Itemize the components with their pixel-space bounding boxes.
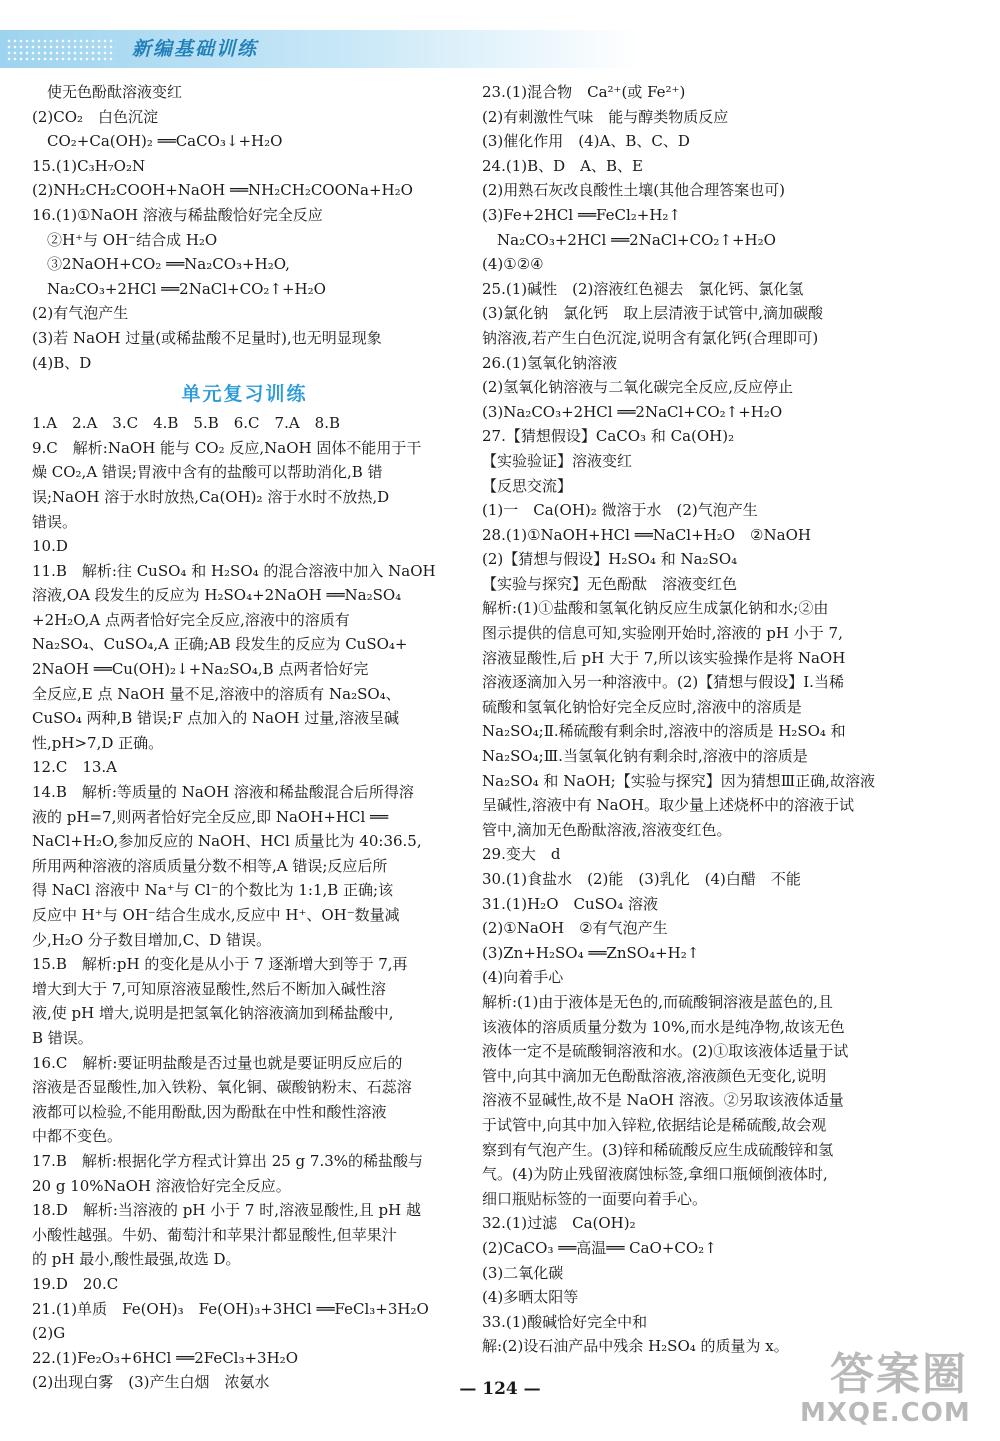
answer-line: 性,pH>7,D 正确。 (32, 733, 164, 752)
answer-line: 1.A 2.A 3.C 4.B 5.B 6.C 7.A 8.B (32, 414, 341, 433)
answer-line: (2)有气泡产生 (32, 304, 129, 323)
answer-line: 10.D (32, 537, 68, 556)
answer-line: 23.(1)混合物 Ca²⁺(或 Fe²⁺) (482, 83, 686, 101)
answer-line: 【实验验证】溶液变红 (482, 451, 633, 470)
answer-line: 液的 pH=7,则两者恰好完全反应,即 NaOH+HCl ══ (32, 807, 389, 826)
answer-line: 16.C 解析:要证明盐酸是否过量也就是要证明反应后的 (32, 1053, 403, 1072)
answer-line: (2)出现白雾 (3)产生白烟 浓氨水 (32, 1373, 270, 1392)
answer-line: 误;NaOH 溶于水时放热,Ca(OH)₂ 溶于水时不放热,D (32, 487, 390, 506)
answer-line: 反应中 H⁺与 OH⁻结合生成水,反应中 H⁺、OH⁻数量减 (32, 906, 400, 924)
answer-line: 19.D 20.C (32, 1274, 119, 1293)
answer-line: 【实验与探究】无色酚酞 溶液变红色 (482, 574, 738, 593)
answer-line: 27.【猜想假设】CaCO₃ 和 Ca(OH)₂ (482, 427, 735, 446)
answer-line: ②H⁺与 OH⁻结合成 H₂O (32, 230, 218, 249)
answer-line: 于试管中,向其中加入锌粒,依据结论是稀硫酸,故会观 (482, 1115, 827, 1134)
answer-line: (3)若 NaOH 过量(或稀盐酸不足量时),也无明显现象 (32, 328, 382, 347)
answer-line: Na₂SO₄;Ⅲ.当氢氧化钠有剩余时,溶液中的溶质是 (482, 747, 808, 766)
header-title: 新编基础训练 (132, 38, 259, 60)
answer-line: 钠溶液,若产生白色沉淀,说明含有氯化钙(合理即可) (482, 328, 819, 347)
answer-line: 21.(1)单质 Fe(OH)₃ Fe(OH)₃+3HCl ══FeCl₃+3H₂O (32, 1299, 429, 1318)
answer-line: CuSO₄ 两种,B 错误;F 点加入的 NaOH 过量,溶液呈碱 (32, 709, 400, 728)
answer-line: 15.(1)C₃H₇O₂N (32, 156, 146, 175)
answer-line: +2H₂O,A 点两者恰好完全反应,溶液中的溶质有 (32, 610, 350, 629)
answer-line: 28.(1)①NaOH+HCl ══NaCl+H₂O ②NaOH (482, 525, 811, 544)
answer-line: (2)NH₂CH₂COOH+NaOH ══NH₂CH₂COONa+H₂O (32, 181, 413, 200)
answer-line: 溶液,OA 段发生的反应为 H₂SO₄+2NaOH ══Na₂SO₄ (32, 586, 402, 605)
answer-line: 溶液逐滴加入另一种溶液中。(2)【猜想与假设】Ⅰ.当稀 (482, 673, 844, 692)
answer-line: (2)G (32, 1324, 66, 1343)
answer-line: 33.(1)酸碱恰好完全中和 (482, 1312, 648, 1331)
answer-line: 呈碱性,溶液中有 NaOH。取少量上述烧杯中的溶液于试 (482, 796, 854, 815)
answer-line: 【反思交流】 (482, 476, 573, 495)
answer-line: 14.B 解析:等质量的 NaOH 溶液和稀盐酸混合后所得溶 (32, 783, 414, 802)
answer-line: (2)CO₂ 白色沉淀 (32, 107, 159, 126)
watermark-logo (790, 1338, 990, 1433)
answer-line: (4)①②④ (482, 255, 544, 274)
answer-line: (4)B、D (32, 353, 92, 372)
answer-line: 使无色酚酞溶液变红 (32, 83, 183, 101)
answer-line: 32.(1)过滤 Ca(OH)₂ (482, 1214, 636, 1233)
answer-line: 30.(1)食盐水 (2)能 (3)乳化 (4)白醋 不能 (482, 870, 801, 888)
answer-line: 所用两种溶液的溶质质量分数不相等,A 错误;反应后所 (32, 856, 388, 875)
answer-line: (2)①NaOH ②有气泡产生 (482, 919, 668, 938)
answer-line: Na₂CO₃+2HCl ══2NaCl+CO₂↑+H₂O (32, 279, 326, 298)
answer-line: 硫酸和氢氧化钠恰好完全反应时,溶液中的溶质是 (482, 697, 802, 716)
answer-line: 管中,滴加无色酚酞溶液,溶液变红色。 (482, 820, 732, 839)
answer-line: 图示提供的信息可知,实验刚开始时,溶液的 pH 小于 7, (482, 624, 843, 643)
page-number: — 124 — (459, 1379, 541, 1399)
answer-line: 9.C 解析:NaOH 能与 CO₂ 反应,NaOH 固体不能用于干 (32, 438, 422, 457)
header-dot-pattern (6, 38, 116, 62)
answer-line: (3)催化作用 (4)A、B、C、D (482, 132, 690, 151)
answer-line: B 错误。 (32, 1028, 93, 1047)
left-column (32, 80, 457, 1395)
answer-line: 得 NaCl 溶液中 Na⁺与 Cl⁻的个数比为 1:1,B 正确;该 (32, 881, 394, 900)
answer-line: (3)氯化钠 氯化钙 取上层清液于试管中,滴加碳酸 (482, 304, 824, 323)
watermark-top-text: 答案圈 (830, 1349, 968, 1400)
answer-line: Na₂SO₄、CuSO₄,A 正确;AB 段发生的反应为 CuSO₄+ (32, 635, 408, 654)
answer-line: 22.(1)Fe₂O₃+6HCl ══2FeCl₃+3H₂O (32, 1348, 298, 1367)
answer-line: Na₂SO₄;Ⅱ.稀硫酸有剩余时,溶液中的溶质是 H₂SO₄ 和 (482, 722, 846, 741)
answer-line: 15.B 解析:pH 的变化是从小于 7 逐渐增大到等于 7,再 (32, 955, 408, 974)
answer-line: 的 pH 最小,酸性最强,故选 D。 (32, 1250, 241, 1269)
answer-line: NaCl+H₂O,参加反应的 NaOH、HCl 质量比为 40:36.5, (32, 832, 422, 851)
answer-line: (4)多晒太阳等 (482, 1288, 579, 1307)
answer-line: 解析:(1)由于液体是无色的,而硫酸铜溶液是蓝色的,且 (482, 992, 833, 1011)
page-header (0, 0, 1000, 80)
answer-line: (3)Fe+2HCl ══FeCl₂+H₂↑ (482, 205, 681, 224)
answer-line: 细口瓶贴标签的一面要向着手心。 (482, 1189, 708, 1208)
watermark-bottom-text: MXQE.COM (800, 1398, 971, 1428)
answer-line: 液,使 pH 增大,说明是把氢氧化钠溶液滴加到稀盐酸中, (32, 1004, 394, 1023)
answer-line: (1)一 Ca(OH)₂ 微溶于水 (2)气泡产生 (482, 501, 758, 520)
answer-line: Na₂SO₄ 和 NaOH;【实验与探究】因为猜想Ⅲ正确,故溶液 (482, 771, 875, 790)
answer-line: 24.(1)B、D A、B、E (482, 156, 643, 175)
answer-line: 管中,向其中滴加无色酚酞溶液,溶液颜色无变化,说明 (482, 1066, 827, 1085)
answer-line: 29.变大 d (482, 845, 561, 864)
answer-line: Na₂CO₃+2HCl ══2NaCl+CO₂↑+H₂O (482, 230, 776, 249)
answer-line: 解析:(1)①盐酸和氢氧化钠反应生成氯化钠和水;②由 (482, 599, 829, 618)
answer-line: 全反应,E 点 NaOH 量不足,溶液中的溶质有 Na₂SO₄、 (32, 684, 401, 703)
answer-line: 18.D 解析:当溶液的 pH 小于 7 时,溶液显酸性,且 pH 越 (32, 1201, 421, 1220)
right-column (482, 80, 937, 1359)
answer-line: 31.(1)H₂O CuSO₄ 溶液 (482, 894, 658, 913)
answer-line: 16.(1)①NaOH 溶液与稀盐酸恰好完全反应 (32, 205, 323, 224)
answer-line: 11.B 解析:往 CuSO₄ 和 H₂SO₄ 的混合溶液中加入 NaOH (32, 561, 436, 580)
answer-line: 该液体的溶质质量分数为 10%,而水是纯净物,故该无色 (482, 1017, 845, 1036)
answer-line: 错误。 (32, 512, 78, 531)
answer-line: CO₂+Ca(OH)₂ ══CaCO₃↓+H₂O (32, 132, 283, 151)
answer-line: (3)二氧化碳 (482, 1263, 564, 1282)
answer-line: (2)氢氧化钠溶液与二氧化碳完全反应,反应停止 (482, 378, 794, 397)
answer-line: 中都不变色。 (32, 1127, 123, 1146)
answer-line: 解:(2)设石油产品中残余 H₂SO₄ 的质量为 x。 (482, 1337, 789, 1356)
answer-line: 2NaOH ══Cu(OH)₂↓+Na₂SO₄,B 点两者恰好完 (32, 660, 369, 679)
answer-line: (2)CaCO₃ ══高温══ CaO+CO₂↑ (482, 1238, 717, 1257)
answer-line: 小酸性越强。牛奶、葡萄汁和苹果汁都显酸性,但苹果汁 (32, 1225, 397, 1244)
answer-line: 25.(1)碱性 (2)溶液红色褪去 氯化钙、氯化氢 (482, 279, 804, 298)
answer-line: 液体一定不是硫酸铜溶液和水。(2)①取该液体适量于试 (482, 1042, 849, 1061)
answer-line: (4)向着手心 (482, 968, 564, 987)
answer-line: (2)用熟石灰改良酸性土壤(其他合理答案也可) (482, 181, 785, 200)
answer-line: 溶液显酸性,后 pH 大于 7,所以该实验操作是将 NaOH (482, 648, 846, 667)
answer-line: 12.C 13.A (32, 758, 118, 777)
answer-line: 20 g 10%NaOH 溶液恰好完全反应。 (32, 1176, 291, 1195)
answer-line: (2)有刺激性气味 能与醇类物质反应 (482, 107, 729, 126)
answer-line: 17.B 解析:根据化学方程式计算出 25 g 7.3%的稀盐酸与 (32, 1151, 424, 1170)
answer-line: (3)Na₂CO₃+2HCl ══2NaCl+CO₂↑+H₂O (482, 402, 783, 421)
answer-line: 气。(4)为防止残留液腐蚀标签,拿细口瓶倾倒液体时, (482, 1165, 828, 1184)
section-heading: 单元复习训练 (181, 383, 308, 406)
answer-line: 察到有气泡产生。(3)锌和稀硫酸反应生成硫酸锌和氢 (482, 1140, 834, 1159)
answer-line: 溶液是否显酸性,加入铁粉、氧化铜、碳酸钠粉末、石蕊溶 (32, 1078, 412, 1097)
answer-line: 少,H₂O 分子数目增加,C、D 错误。 (32, 930, 271, 949)
answer-line: (2)【猜想与假设】H₂SO₄ 和 Na₂SO₄ (482, 550, 738, 569)
answer-line: 溶液不显碱性,故不是 NaOH 溶液。②另取该液体适量 (482, 1091, 844, 1110)
answer-line: 燥 CO₂,A 错误;胃液中含有的盐酸可以帮助消化,B 错 (32, 463, 383, 482)
answer-line: 26.(1)氢氧化钠溶液 (482, 353, 618, 372)
answer-line: 液都可以检验,不能用酚酞,因为酚酞在中性和酸性溶液 (32, 1102, 387, 1121)
answer-line: (3)Zn+H₂SO₄ ══ZnSO₄+H₂↑ (482, 943, 700, 962)
answer-line: ③2NaOH+CO₂ ══Na₂CO₃+H₂O, (32, 255, 290, 274)
answer-line: 增大到大于 7,可知原溶液显酸性,然后不断加入碱性溶 (32, 979, 386, 998)
